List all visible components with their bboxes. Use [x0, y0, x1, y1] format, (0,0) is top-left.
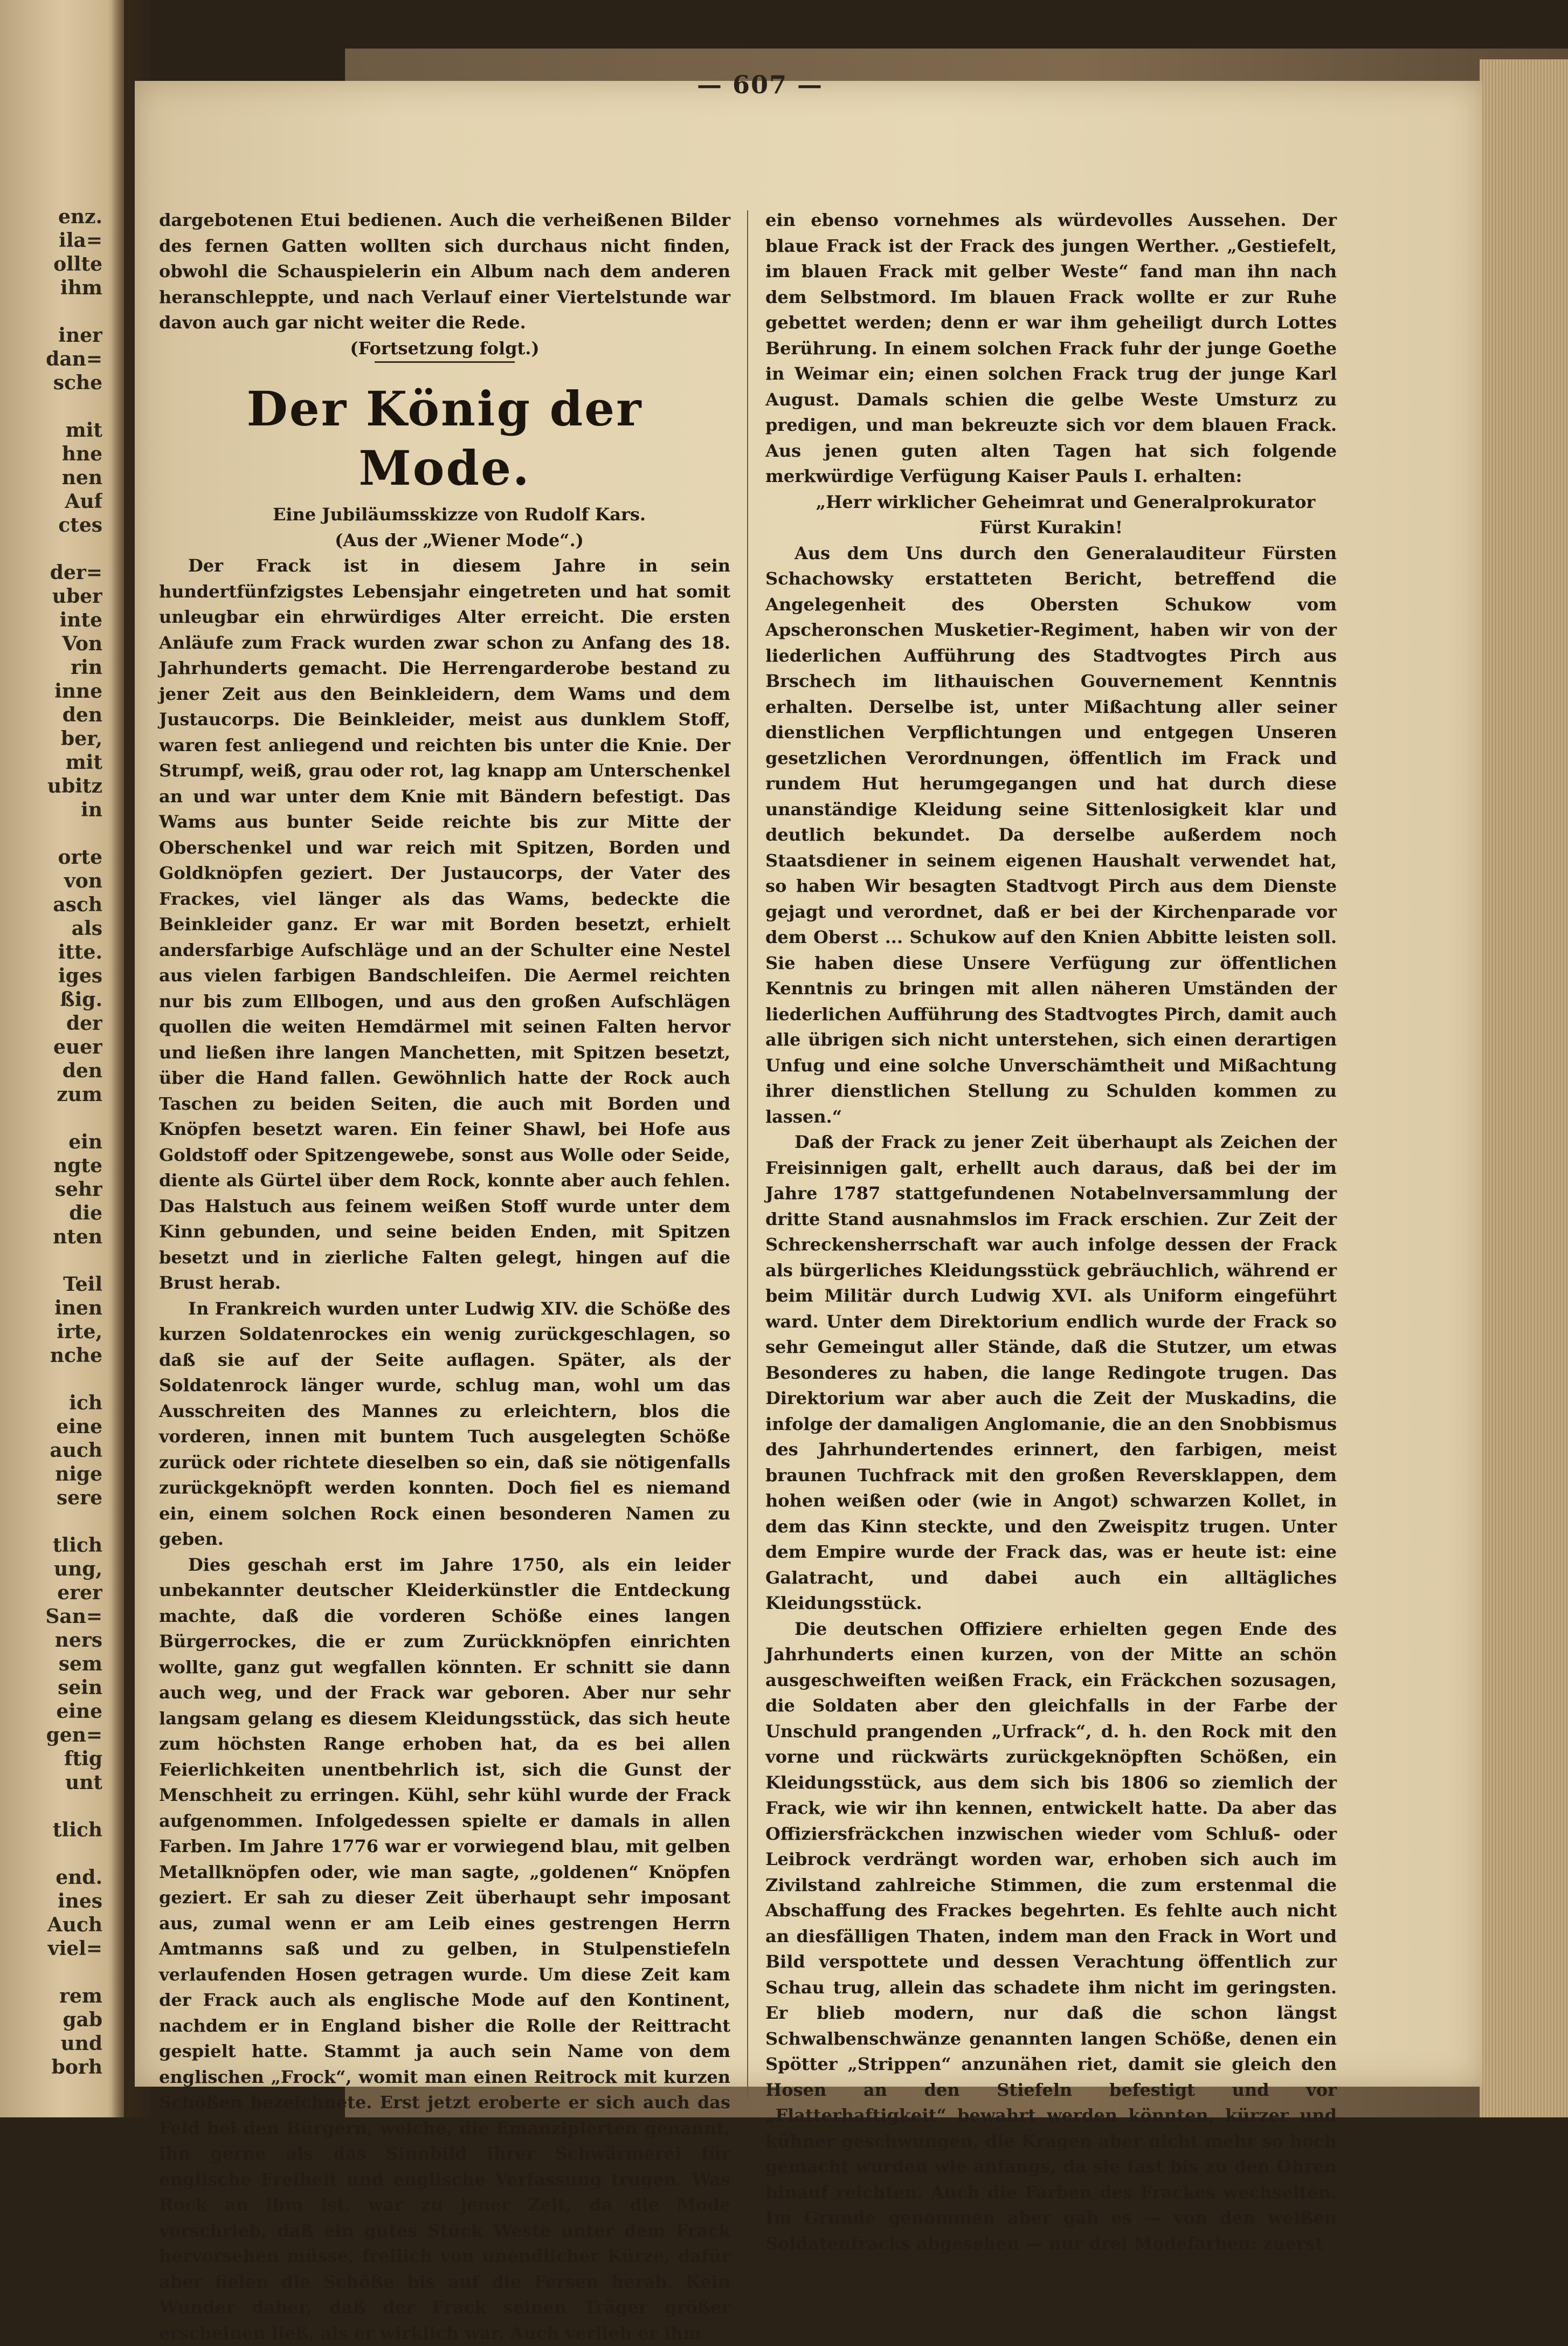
left-page-fragment-line: ihm	[0, 276, 102, 300]
continuation-paragraph: dargebotenen Etui bedienen. Auch die verheißenen Bilder des fernen Gatten wollten sich durchaus nicht finden, obwohl die Schauspielerin ein Album nach dem anderen heranschleppte, und nach Verlauf einer Viertelstunde war davon auch gar nicht weiter die Rede.	[159, 208, 730, 336]
left-page-fragment-line: end.	[0, 1866, 102, 1889]
left-page-fragment-line: ila=	[0, 229, 102, 252]
left-page-fragment-line: ftig	[0, 1747, 102, 1771]
article-source: (Aus der „Wiener Mode“.)	[159, 528, 730, 554]
left-page-fragment-line: ctes	[0, 513, 102, 537]
left-page-fragment-line: enz.	[0, 205, 102, 229]
left-page-fragment-line	[0, 1367, 102, 1391]
left-page-fragment-line: hne	[0, 442, 102, 466]
left-page-fragment-line	[0, 1794, 102, 1818]
quote-body: Aus dem Uns durch den Generalauditeur Fürsten Schachowsky erstatteten Bericht, betreffend die Angelegenheit des Obersten Schukow vom Apscheronschen Musketier-Regiment, haben wir von der liederlichen Aufführung des Stadtvogtes Pirch aus Brschech im lithauischen Gouvernement Kenntnis erhalten. Derselbe ist, unter Mißachtung aller seiner dienstlichen Verpflichtungen und entgegen Unseren gesetzlichen Verordnungen, öffentlich im Frack und rundem Hut herumgegangen und hat durch diese unanständige Kleidung seine Sittenlosigkeit klar und deutlich bekundet. Da derselbe außerdem noch Staatsdiener in seinem eigenen Haushalt verwendet hat, so haben Wir besagten Stadtvogt Pirch aus dem Dienste gejagt und verordnet, daß er bei der Kirchenparade vor dem Oberst ... Schukow auf den Knien Abbitte leisten soll. Sie haben diese Unsere Verfügung zur öffentlichen Kenntnis zu bringen mit allen näheren Umständen der liederlichen Aufführung des Stadtvogtes Pirch, damit auch alle übrigen sich nicht unterstehen, sich einen derartigen Unfug und eine solche Unverschämtheit und Mißachtung ihrer dienstlichen Stellung zu Schulden kommen zu lassen.“	[765, 541, 1337, 1130]
left-page-fragment-line: Von	[0, 632, 102, 656]
left-page-fragment-line: und	[0, 2032, 102, 2055]
left-page-fragment-line: als	[0, 917, 102, 940]
body-paragraph: Dies geschah erst im Jahre 1750, als ein leider unbekannter deutscher Kleiderkünstler die Entdeckung machte, daß die vorderen Schöße eines langen Bürgerrockes, die er zum Zurückknöpfen einrichten wollte, ganz gut wegfallen könnten. Er schnitt sie dann auch weg, und der Frack war geboren. Aber nur sehr langsam gelang es diesem Kleidungsstück, das sich heute zum höchsten Range erhoben hat, da es bei allen Feierlichkeiten unentbehrlich ist, sich die Gunst der Menschheit zu erringen. Kühl, sehr kühl wurde der Frack aufgenommen. Infolgedessen spielte er damals in allen Farben. Im Jahre 1776 war er vorwiegend blau, mit gelben Metallknöpfen oder, wie man sagte, „goldenen“ Knöpfen geziert. Er sah zu dieser Zeit überhaupt sehr imposant aus, zumal wenn er am Leib eines gestrengen Herrn Amtmanns saß und zu gelben, in Stulpenstiefeln verlaufenden Hosen getragen wurde. Um diese Zeit kam der Frack auch als englische Mode auf den Kontinent, nachdem er in England bisher die Rolle der Reittracht gespielt hatte. Stammt ja auch sein Name von dem englischen „Frock“, womit man einen Reitrock mit kurzen Schößen bezeichnete. Erst jetzt eroberte er sich auch das Feld bei den Bürgern, welche, die Emanzipierten genannt, ihn gerne als das Sinnbild ihrer Schwärmerei für englische Freiheit und englische Verfassung trugen. Was Rock an ihm ist, war zu jener Zeit, da die Mode vorschrieb, daß ein gutes Stück Weste unter dem Frack hervorsehen müsse, freilich von unendlicher Kürze, dafür aber fielen die Schöße bis auf die Fersen herab. Kein Wunder daher, daß der Frack seinen Träger größer erscheinen ließ, als er wirklich war. Auch verlieh er ihm	[159, 1552, 730, 2346]
left-page-fragment-line	[0, 1249, 102, 1272]
left-page-fragment-line: ubitz	[0, 774, 102, 798]
left-page-fragment-line: ber,	[0, 727, 102, 751]
left-page-fragment-line: orte	[0, 845, 102, 869]
left-page-fragment-line: inen	[0, 1296, 102, 1320]
left-page-fragment-line: sche	[0, 371, 102, 395]
left-page-fragment-line: itte.	[0, 940, 102, 964]
column-right	[765, 208, 1337, 2256]
left-page-fragment-line: unt	[0, 1771, 102, 1794]
left-page-fragment-line: iner	[0, 324, 102, 347]
body-paragraph: Die deutschen Offiziere erhielten gegen Ende des Jahrhunderts einen kurzen, von der Mitte an schön ausgeschweiften weißen Frack, ein Fräckchen sozusagen, die Soldaten aber den gleichfalls in der Farbe der Unschuld prangenden „Urfrack“, d. h. den Rock mit den vorne und rückwärts zurückgeknöpften Schößen, ein Kleidungsstück, aus dem sich bis 1806 so ziemlich der Frack, wie wir ihn kennen, entwickelt hatte. Da aber das Offiziersfräckchen inzwischen wieder vom Schluß- oder Leibrock verdrängt worden war, erhoben sich auch im Zivilstand zahlreiche Stimmen, die zum erstenmal die Abschaffung des Frackes begehrten. Es fehlte auch nicht an diesfälligen Thaten, indem man den Frack in Wort und Bild verspottete und dessen Verachtung öffentlich zur Schau trug, allein das schadete ihm nicht im geringsten. Er blieb modern, nur daß die schon längst Schwalbenschwänze genannten langen Schöße, denen ein Spötter „Strippen“ anzunähen riet, damit sie gleich den Hosen an den Stiefeln befestigt und vor „Flatterhaftigkeit“ bewahrt werden könnten, kürzer und kühner geschwungen, die Kragen aber nicht mehr so hoch gemacht wurden wie anfangs, da sie fast bis zu den Ohren hinauf reichten. Auch die Farben des Frackes wechselten. Im Grunde genommen aber gab es — von den weißen Soldatenfracks abgesehen — nur drei Modefarben: zuerst	[765, 1616, 1337, 2257]
article-subtitle: Eine Jubiläumsskizze von Rudolf Kars.	[159, 502, 730, 528]
left-page-fragment-line: gab	[0, 2008, 102, 2032]
column-left	[159, 208, 730, 2346]
quote-heading: „Herr wirklicher Geheimrat und Generalprokurator Fürst Kurakin!	[765, 490, 1337, 541]
left-page-fragment-line: ich	[0, 1391, 102, 1415]
left-page-fragment-line: iges	[0, 964, 102, 988]
body-paragraph: Daß der Frack zu jener Zeit überhaupt als Zeichen der Freisinnigen galt, erhellt auch daraus, daß bei der im Jahre 1787 stattgefundenen Notabelnversammlung der dritte Stand ausnahmslos im Frack erschien. Zur Zeit der Schreckensherrschaft war auch infolge dessen der Frack als bürgerliches Kleidungsstück gebräuchlich, während er beim Militär durch Ludwig XVI. als Uniform eingeführt ward. Unter dem Direktorium endlich wurde der Frack so sehr Gemeingut aller Stände, daß die Stutzer, um etwas Besonderes zu haben, die lange Redingote trugen. Das Direktorium war aber auch die Zeit der Muskadins, die infolge der damaligen Anglomanie, die an den Snobbismus des Jahrhundertendes erinnert, den farbigen, meist braunen Tuchfrack mit den großen Reversklappen, dem hohen weißen oder (wie in Angot) schwarzen Kollet, in dem das Kinn steckte, und den Zweispitz trugen. Unter dem Empire wurde der Frack das, was er heute ist: eine Galatracht, und dabei auch ein alltägliches Kleidungsstück.	[765, 1130, 1337, 1616]
left-page-fragment-line: Teil	[0, 1272, 102, 1296]
left-page-fragment-line: nen	[0, 466, 102, 490]
left-page-fragment-line	[0, 300, 102, 324]
left-page-fragment-line: rin	[0, 656, 102, 679]
left-page-fragment-line	[0, 1106, 102, 1130]
left-page-fragment-line: ines	[0, 1889, 102, 1913]
left-page-fragment-line: asch	[0, 893, 102, 917]
left-page-fragment-line: inne	[0, 679, 102, 703]
left-page-fragment-line: ollte	[0, 252, 102, 276]
left-page-fragment-line: ein	[0, 1130, 102, 1154]
left-page-fragment-line: sehr	[0, 1178, 102, 1201]
left-page-fragment-line	[0, 1510, 102, 1533]
left-page-fragment-line: rem	[0, 1984, 102, 2008]
left-page-fragment-line: uber	[0, 584, 102, 608]
left-page-fragment-line: nige	[0, 1462, 102, 1486]
left-page-fragment-line: dan=	[0, 347, 102, 371]
left-page-fragment-line: die	[0, 1201, 102, 1225]
left-page-fragment-line: ners	[0, 1628, 102, 1652]
body-paragraph: In Frankreich wurden unter Ludwig XIV. die Schöße des kurzen Soldatenrockes ein wenig zurückgeschlagen, so daß sie auf der Seite auflagen. Später, als der Soldatenrock länger wurde, schlug man, wohl um das Ausschreiten des Mannes zu erleichtern, blos die vorderen, innen mit buntem Tuch ausgelegten Schöße zurück oder richtete dieselben so ein, daß sie nötigenfalls zurückgeknöpft werden konnten. Doch fiel es niemand ein, einem solchen Rock einen besonderen Namen zu geben.	[159, 1296, 730, 1552]
left-page-fragment-line: irte,	[0, 1320, 102, 1344]
left-page-text-fragments	[0, 205, 108, 2079]
left-page-fragment-line: tlich	[0, 1533, 102, 1557]
body-paragraph: ein ebenso vornehmes als würdevolles Aussehen. Der blaue Frack ist der Frack des jungen Werther. „Gestiefelt, im blauen Frack mit gelber Weste“ fand man ihn nach dem Selbstmord. Im blauen Frack wollte er zur Ruhe gebettet werden; denn er war ihm geheiligt durch Lottes Berührung. In einem solchen Frack fuhr der junge Goethe in Weimar ein; einen solchen Frack trug der junge Karl August. Damals schien die gelbe Weste Umsturz zu predigen, und man bekreuzte sich vor dem blauen Frack. Aus jenen guten alten Tagen hat sich folgende merkwürdige Verfügung Kaiser Pauls I. erhalten:	[765, 208, 1337, 490]
left-page-fragment-line: mit	[0, 418, 102, 442]
article-title: Der König der Mode.	[159, 379, 730, 498]
left-page-fragment-line: ngte	[0, 1154, 102, 1178]
column-rule	[747, 210, 748, 2097]
left-page-fragment-line: sem	[0, 1652, 102, 1676]
left-page-fragment-line: sein	[0, 1676, 102, 1700]
left-page-fragment-line: in	[0, 798, 102, 822]
left-page-fragment-line: den	[0, 703, 102, 727]
section-divider	[375, 361, 515, 363]
left-page-fragment-line: von	[0, 869, 102, 893]
left-page-fragment-line: euer	[0, 1035, 102, 1059]
left-page	[0, 0, 124, 2117]
continued-note: (Fortsetzung folgt.)	[159, 336, 730, 362]
left-page-fragment-line: ßig.	[0, 988, 102, 1012]
left-page-fragment-line: sere	[0, 1486, 102, 1510]
page-edges	[1480, 59, 1568, 2117]
left-page-fragment-line: auch	[0, 1439, 102, 1462]
left-page-fragment-line: ung,	[0, 1557, 102, 1581]
left-page-fragment-line	[0, 822, 102, 845]
left-page-fragment-line: gen=	[0, 1723, 102, 1747]
left-page-fragment-line: mit	[0, 751, 102, 774]
left-page-fragment-line: inte	[0, 608, 102, 632]
left-page-fragment-line: erer	[0, 1581, 102, 1605]
left-page-fragment-line: borh	[0, 2055, 102, 2079]
left-page-fragment-line: den	[0, 1059, 102, 1083]
left-page-fragment-line: tlich	[0, 1818, 102, 1842]
left-page-fragment-line	[0, 1842, 102, 1866]
left-page-fragment-line: Auf	[0, 490, 102, 513]
left-page-fragment-line: der	[0, 1012, 102, 1035]
left-page-fragment-line: eine	[0, 1415, 102, 1439]
left-page-fragment-line: der=	[0, 561, 102, 584]
body-paragraph: Der Frack ist in diesem Jahre in sein hundertfünfzigstes Lebensjahr eingetreten und hat somit unleugbar ein ehrwürdiges Alter erreicht. Die ersten Anläufe zum Frack wurden zwar schon zu Anfang des 18. Jahrhunderts gemacht. Die Herrengarderobe bestand zu jener Zeit aus den Beinkleidern, dem Wams und dem Justaucorps. Die Beinkleider, meist aus dunklem Stoff, waren fest anliegend und reichten bis unter die Knie. Der Strumpf, weiß, grau oder rot, lag knapp am Unterschenkel an und war unter dem Knie mit Bändern befestigt. Das Wams aus bunter Seide reichte bis zur Mitte der Oberschenkel und war reich mit Spitzen, Borden und Goldknöpfen geziert. Der Justaucorps, der Vater des Frackes, viel länger als das Wams, bedeckte die Beinkleider ganz. Er war mit Borden besetzt, erhielt andersfarbige Aufschläge und an der Schulter eine Nestel aus vielen farbigen Bandschleifen. Die Aermel reichten nur bis zum Ellbogen, und aus den großen Aufschlägen quollen die weiten Hemdärmel mit seinen Falten hervor und ließen ihre langen Manchetten, mit Spitzen besetzt, über die Hand fallen. Gewöhnlich hatte der Rock auch Taschen zu beiden Seiten, die auch mit Borden und Knöpfen besetzt waren. Ein feiner Shawl, bei Hofe aus Goldstoff oder Spitzengewebe, sonst aus Wolle oder Seide, diente als Gürtel über dem Rock, konnte aber auch fehlen. Das Halstuch aus feinem weißen Stoff wurde unter dem Kinn gebunden, und seine beiden Enden, mit Spitzen besetzt und in zierliche Falten gelegt, hingen auf die Brust herab.	[159, 553, 730, 1296]
left-page-fragment-line: Auch	[0, 1913, 102, 1937]
left-page-fragment-line: viel=	[0, 1937, 102, 1960]
left-page-fragment-line: San=	[0, 1605, 102, 1628]
left-page-fragment-line: nche	[0, 1344, 102, 1367]
left-page-fragment-line	[0, 395, 102, 418]
left-page-fragment-line	[0, 537, 102, 561]
left-page-fragment-line	[0, 1960, 102, 1984]
left-page-fragment-line: zum	[0, 1083, 102, 1106]
left-page-fragment-line: nten	[0, 1225, 102, 1249]
left-page-fragment-line: eine	[0, 1700, 102, 1723]
page-number: — 607 —	[690, 70, 830, 99]
